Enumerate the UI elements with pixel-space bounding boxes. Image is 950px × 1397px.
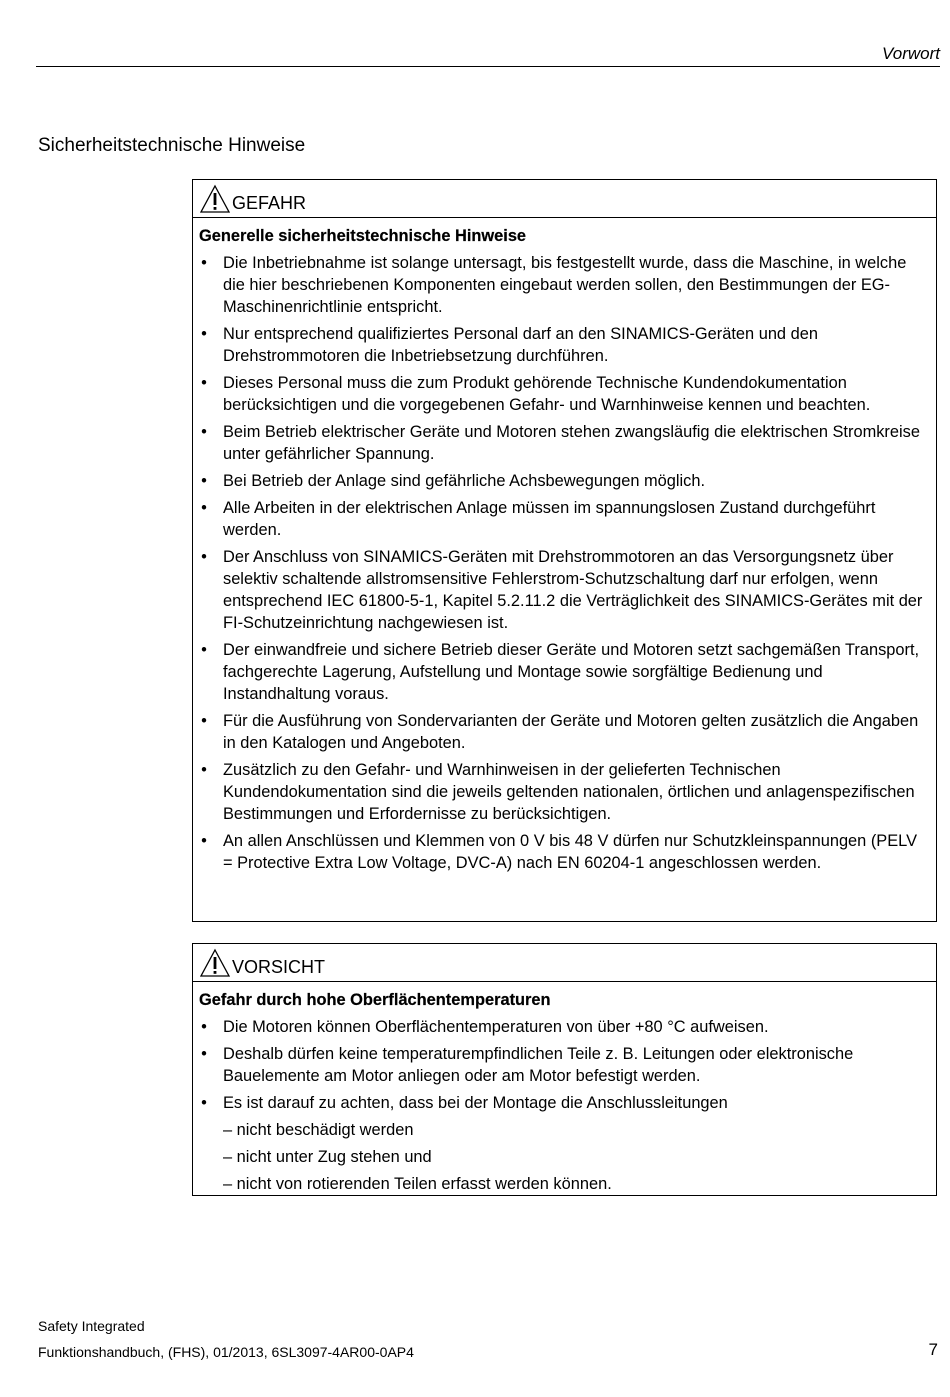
- list-item: • Der einwandfreie und sichere Betrieb dieser Geräte und Motoren setzt sachgemäßen Transport, fachgerechte Lagerung, Aufstellung und Montage sowie sorgfältige Bedienung und Instandhaltung voraus.: [201, 641, 920, 703]
- caution-box: [192, 943, 937, 1196]
- list-item: • Für die Ausführung von Sondervarianten der Geräte und Motoren gelten zusätzlich die Angaben in den Katalogen und Angeboten.: [201, 712, 919, 752]
- danger-list: [193, 252, 936, 874]
- caution-box-header: [193, 944, 936, 982]
- header-rule: [36, 66, 940, 67]
- list-item: • Beim Betrieb elektrischer Geräte und Motoren stehen zwangsläufig die elektrischen Stromkreise unter gefährlicher Spannung.: [201, 423, 920, 463]
- running-header: Vorwort: [882, 44, 940, 63]
- caution-label: VORSICHT: [232, 957, 326, 977]
- list-item: • Alle Arbeiten in der elektrischen Anlage müssen im spannungslosen Zustand durchgeführt werden.: [201, 499, 876, 539]
- danger-box-header: [193, 180, 936, 218]
- dash-item: – nicht beschädigt werden: [223, 1121, 414, 1139]
- list-item: • Die Motoren können Oberflächentemperaturen von über +80 °C aufweisen.: [201, 1018, 769, 1036]
- dash-item: – nicht von rotierenden Teilen erfasst werden können.: [223, 1175, 612, 1193]
- list-item: • Deshalb dürfen keine temperaturempfindlichen Teile z. B. Leitungen oder elektronische Bauelemente am Motor anliegen oder am Motor befestigt werden.: [201, 1045, 854, 1085]
- footer-product: Safety Integrated: [38, 1318, 145, 1334]
- danger-box: [192, 179, 937, 922]
- page-number: 7: [928, 1340, 938, 1359]
- caution-list: [193, 1016, 936, 1114]
- warning-triangle-icon: [199, 184, 231, 214]
- list-item: • Dieses Personal muss die zum Produkt gehörende Technische Kundendokumentation berücksichtigen und die vorgegebenen Gefahr- und Warnhinweise kennen und beachten.: [201, 374, 871, 414]
- list-item: • An allen Anschlüssen und Klemmen von 0 V bis 48 V dürfen nur Schutzkleinspannungen (PELV = Protective Extra Low Voltage, DVC-A) nach EN 60204-1 angeschlossen werden.: [201, 832, 917, 872]
- warning-triangle-icon: [199, 948, 231, 978]
- footer-document-info: Funktionshandbuch, (FHS), 01/2013, 6SL3097-4AR00-0AP4: [38, 1344, 414, 1360]
- list-item: • Bei Betrieb der Anlage sind gefährliche Achsbewegungen möglich.: [201, 472, 706, 490]
- dash-item: – nicht unter Zug stehen und: [223, 1148, 432, 1166]
- list-item: • Der Anschluss von SINAMICS-Geräten mit Drehstrommotoren an das Versorgungsnetz über selektiv schaltende allstromsensitive Fehlerstrom-Schutzschaltung darf nur erfolgen, wenn entsprechend IEC 61800-5-1, Kapitel 5.2.11.2 die Verträglichkeit des SINAMICS-Gerätes mit der FI-Schutzeinrichtung nachgewiesen ist.: [201, 548, 923, 632]
- danger-label: GEFAHR: [232, 193, 307, 213]
- list-item: • Es ist darauf zu achten, dass bei der Montage die Anschlussleitungen: [201, 1094, 728, 1112]
- caution-subtitle: Gefahr durch hohe Oberflächentemperaturen: [199, 991, 551, 1009]
- danger-subtitle: Generelle sicherheitstechnische Hinweise: [199, 227, 527, 245]
- list-item: • Die Inbetriebnahme ist solange untersagt, bis festgestellt wurde, dass die Maschine, in welche die hier beschriebenen Komponenten eingebaut werden sollen, den Bestimmungen der EG-Maschinenrichtlinie entspricht.: [201, 254, 907, 316]
- list-item: • Nur entsprechend qualifiziertes Personal darf an den SINAMICS-Geräten und den Drehstrommotoren die Inbetriebsetzung durchführen.: [201, 325, 818, 365]
- list-item: • Zusätzlich zu den Gefahr- und Warnhinweisen in der gelieferten Technischen Kundendokumentation sind die jeweils geltenden nationalen, örtlichen und anlagenspezifischen Bestimmungen und Erfordernisse zu berücksichtigen.: [201, 761, 915, 823]
- section-title: Sicherheitstechnische Hinweise: [38, 135, 306, 156]
